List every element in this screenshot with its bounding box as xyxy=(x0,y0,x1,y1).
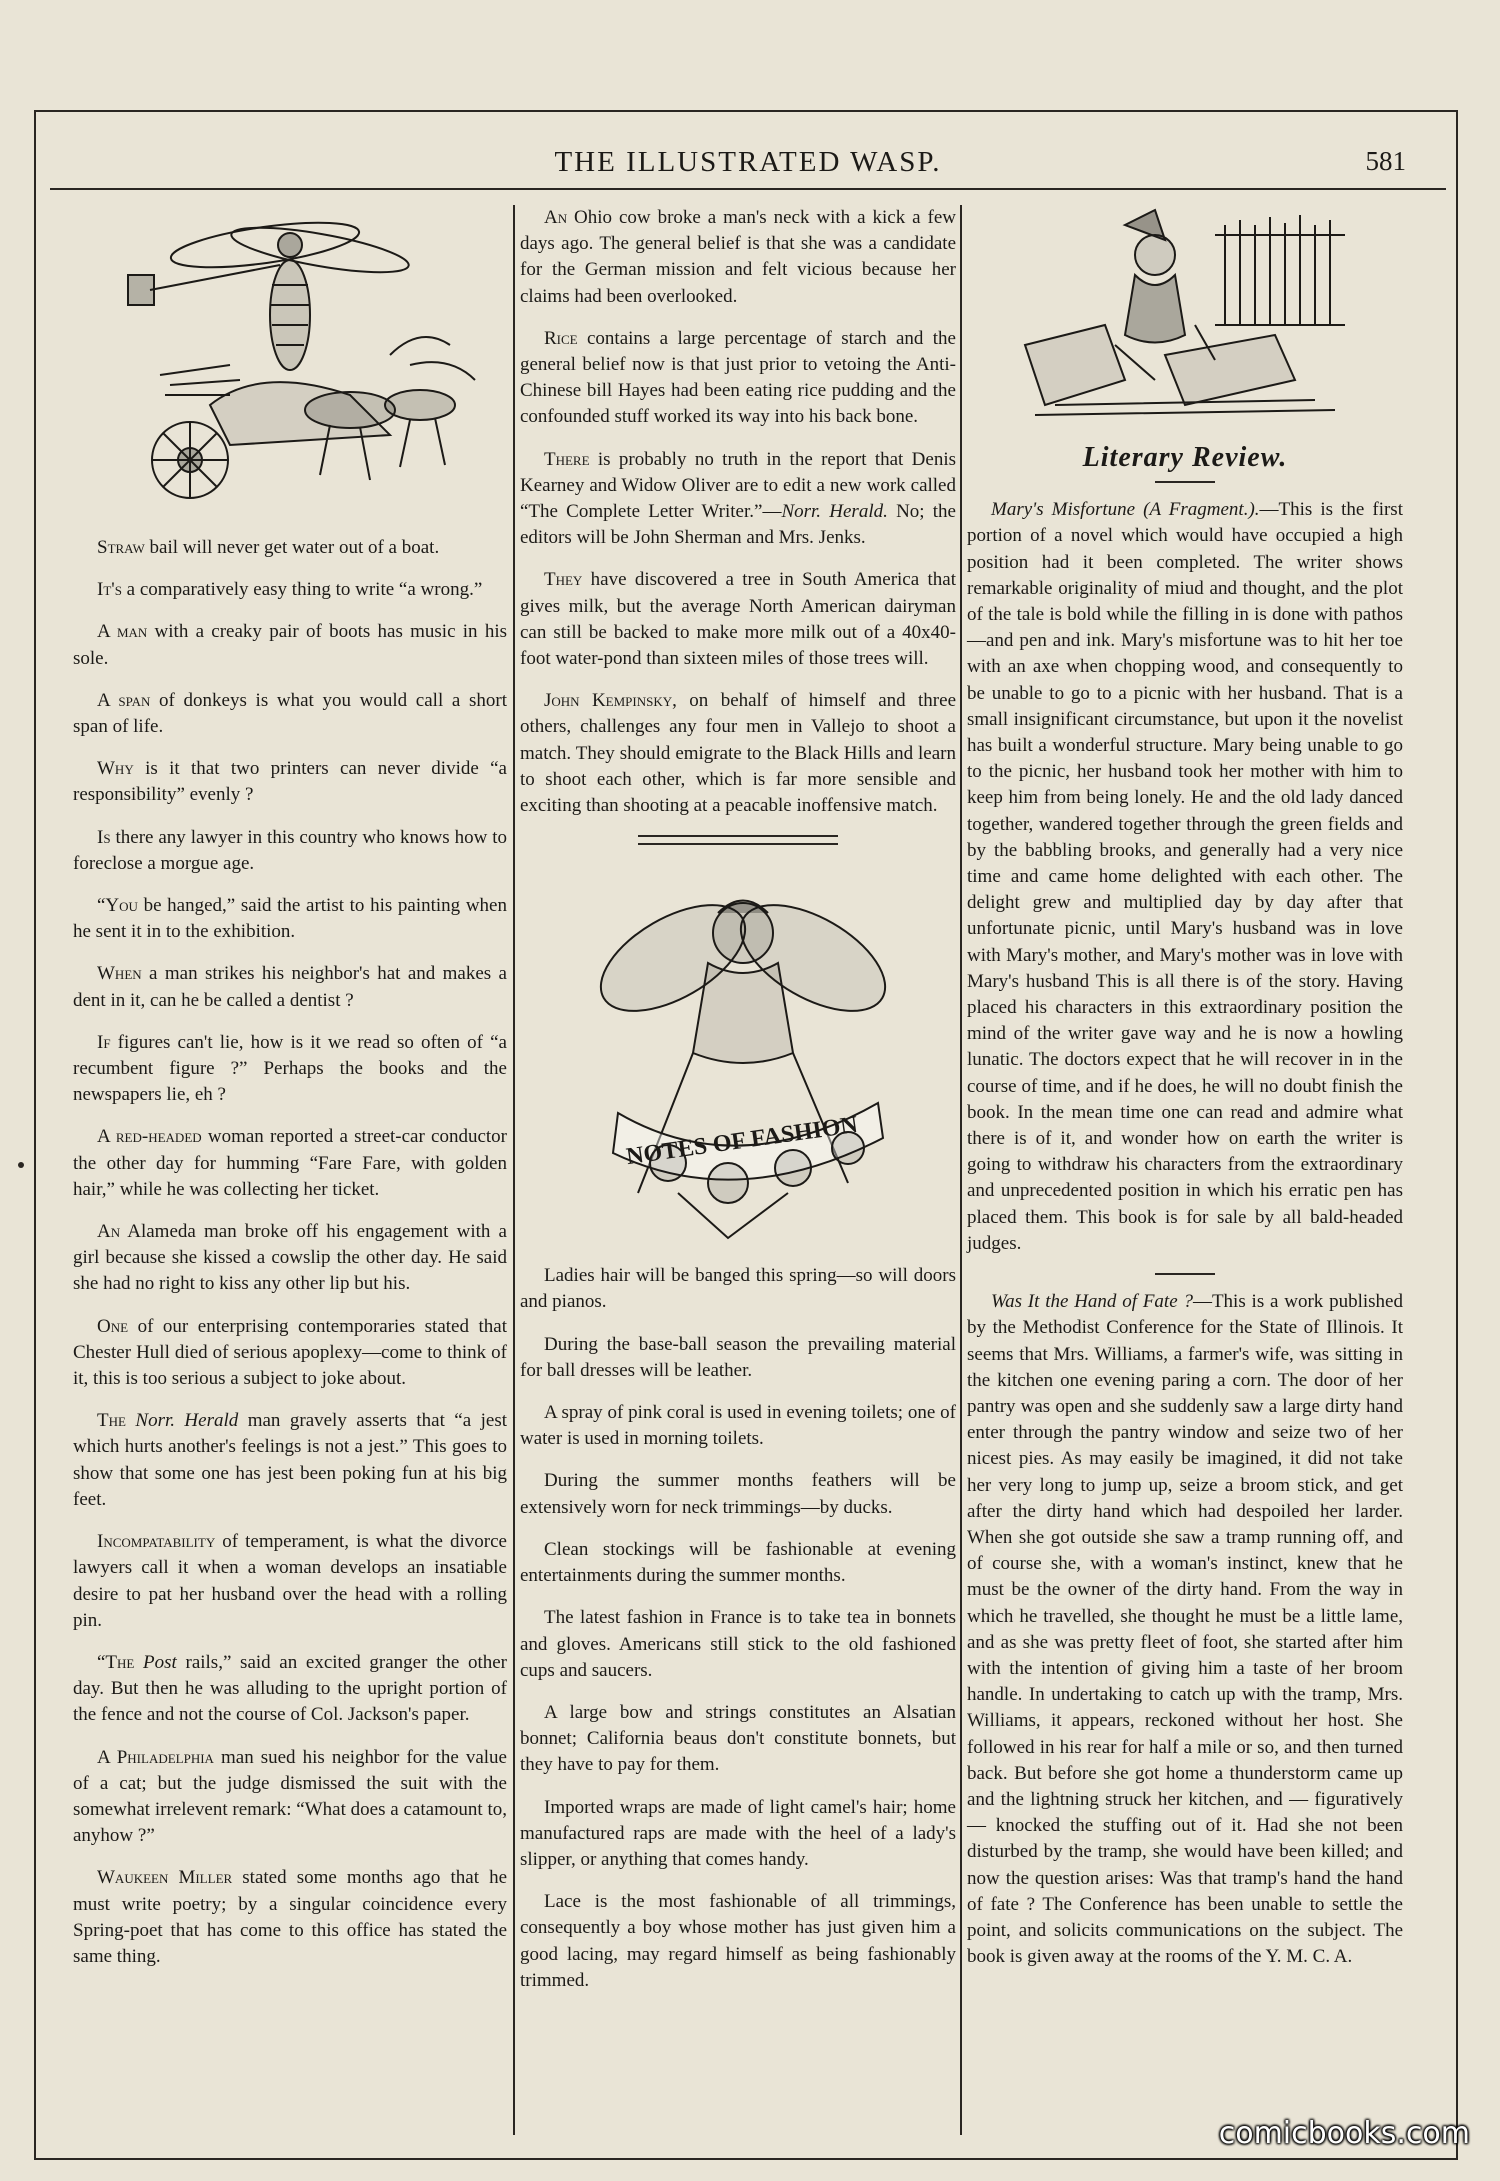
paragraph: If figures can't lie, how is it we read so often of “a recumbent figure ?” Perhaps the books and the newspapers lie, eh ? xyxy=(73,1031,507,1106)
paragraph: An Ohio cow broke a man's neck with a kick a few days ago. The general belief is that she was a candidate for the German mission and felt vicious because her claims had been overlooked. xyxy=(520,207,956,307)
paragraph: Incompatability of temperament, is what the divorce lawyers call it when a woman develops an insatiable desire to pat her husband over the head with a rolling pin. xyxy=(73,1531,507,1631)
paragraph: Ladies hair will be banged this spring—so will doors and pianos. xyxy=(520,1265,956,1313)
paragraph: Was It the Hand of Fate ?—This is a work published by the Methodist Conference for the State of Illinois. It seems that Mrs. Williams, a farmer's wife, was sitting in the kitchen one evening paring a corn. The door of her pantry was open and she suddenly saw a large dirty hand enter through the pantry window and seize two of her nicest pies. As may easily be imagined, it did not take her very long to jump up, seize a broom stick, and get after the dirty hand which had despoiled her larder. When she got outside she saw a tramp running off, and of course she, with a woman's instinct, knew that he must be the owner of the dirty hand. From the way in which he travelled, she thought he must be a little lame, and as she was pretty fleet of foot, she started after him with the intention of giving him a taste of her broom handle. In undertaking to catch up with the tramp, Mrs. Williams, it appears, reckoned without her host. She followed in his rear for half a mile or so, and then turned back. But before she got home a thunderstorm came up and the lightning struck her kitchen, and — figuratively — knocked the stuffing out of it. Had she not been disturbed by the tramp, she would have been killed; and now the question arises: Was that tramp's hand the hand of fate ? The Conference has been unable to settle the point, and solicits communications on the subject. The book is given away at the rooms of the Y. M. C. A. xyxy=(967,1291,1403,1968)
paragraph: A Philadelphia man sued his neighbor for the value of a cat; but the judge dismissed the suit with the somewhat irrelevent remark: “What does a catamount to, anyhow ?” xyxy=(73,1746,507,1847)
section-divider xyxy=(1155,481,1215,483)
gnome-books-illustration xyxy=(1015,205,1355,425)
paragraph: An Alameda man broke off his engagement with a girl because she kissed a cowslip the other day. He said she had no right to kiss any other lip but his. xyxy=(73,1221,507,1295)
masthead: THE ILLUSTRATED WASP. xyxy=(554,146,942,178)
paragraph: A span of donkeys is what you would call a short span of life. xyxy=(73,689,507,738)
review-title: Literary Review. xyxy=(1082,442,1288,473)
paragraph: Imported wraps are made of light camel's hair; home manufactured raps are made with the heel of a lady's slipper, or anything that comes handy. xyxy=(520,1796,956,1870)
paragraph: A spray of pink coral is used in evening toilets; one of water is used in morning toilets. xyxy=(520,1402,956,1450)
paragraph: A man with a creaky pair of boots has music in his sole. xyxy=(73,621,507,669)
column-1 xyxy=(73,205,507,1986)
column-rule xyxy=(513,205,515,2135)
wasp-chariot-illustration xyxy=(90,205,490,515)
fashion-banner: NOTES OF FASHION xyxy=(624,1112,860,1171)
paragraph: “The Post rails,” said an excited granger the other day. But then he was alluding to the upright portion of the fence and not the course of Col. Jackson's paper. xyxy=(73,1651,508,1726)
paragraph: Rice contains a large percentage of starch and the general belief now is that just prior to vetoing the Anti-Chinese bill Hayes had been eating rice pudding and the confounded stuff worked its way into his back bone. xyxy=(520,327,956,428)
paragraph: The Norr. Herald man gravely asserts that “a jest which hurts another's feelings is not a jest.” This goes to show that some one has jest been poking fun at his big feet. xyxy=(73,1410,507,1510)
margin-dot xyxy=(18,1162,24,1168)
paragraph: One of our enterprising contemporaries stated that Chester Hull died of serious apoplexy—come to think of it, this is too serious a subject to joke about. xyxy=(73,1315,507,1390)
paragraph: During the base-ball season the prevailing material for ball dresses will be leather. xyxy=(520,1333,956,1381)
paragraph: A large bow and strings constitutes an Alsatian bonnet; California beaus don't constitute bonnets, but they have to pay for them. xyxy=(520,1701,956,1776)
paragraph: Why is it that two printers can never divide “a responsibility” evenly ? xyxy=(73,758,507,806)
paragraph: Clean stockings will be fashionable at evening entertainments during the summer months. xyxy=(520,1538,956,1587)
fashion-fairy-illustration xyxy=(578,863,898,1243)
column-3 xyxy=(967,205,1403,1986)
column-2 xyxy=(520,205,956,2010)
paragraph: John Kempinsky, on behalf of himself and three others, challenges any four men in Vallejo to shoot a match. They should emigrate to the Black Hills and learn to shoot each other, which is far more sensible and exciting than shooting at a peacable inoffensive match. xyxy=(520,690,956,817)
section-divider xyxy=(1155,1273,1215,1275)
paragraph: It's a comparatively easy thing to write “a wrong.” xyxy=(97,579,483,601)
section-divider xyxy=(638,835,838,845)
paragraph: During the summer months feathers will be extensively worn for neck trimmings—by ducks. xyxy=(520,1470,956,1518)
paragraph: Mary's Misfortune (A Fragment.).—This is the first portion of a novel which would have occupied a high position had it been completed. The writer shows remarkable originality of miud and thought, and the plot of the tale is bold while the filling in is done with pathos—and pen and ink. Mary's misfortune was to hit her toe with an axe when chopping wood, and consequently to be unable to go to a picnic with her husband. That is a small insignificant circumstance, but upon it the novelist has built a wonderful structure. Mary being unable to go to the picnic, her husband took her mother with him to keep him from being lonely. He and the old lady danced together, wandered together through the green fields and by the babbling brooks, and generally had a very nice time and came home delighted with each other. The delight grew and multiplied day by day after that unfortunate picnic, until Mary's husband was in love with Mary's mother, and Mary's mother was in love with Mary's husband This is all there is of the story. Having placed his characters in this extraordinary position the mind of the writer gave way and he is now a howling lunatic. The doctors expect that he will recover in in the course of time, and if he does, he will no doubt finish the book. In the mean time one can read and admire what there is of it, and wonder how on earth the writer is going to withdraw his characters from the extraordinary and unprecedented position in which his erratic pen has placed them. This book is for sale by all bald-headed judges. xyxy=(967,499,1403,1254)
paragraph: Lace is the most fashionable of all trimmings, consequently a boy whose mother has just given him a good lacing, may regard himself as being fashionably trimmed. xyxy=(520,1891,956,1991)
column-rule xyxy=(960,205,962,2135)
paragraph: The latest fashion in France is to take tea in bonnets and gloves. Americans still stick to the old fashioned cups and saucers. xyxy=(520,1607,956,1681)
paragraph: They have discovered a tree in South America that gives milk, but the average North American dairyman can still be backed to make more milk out of a 40x40-foot water-pond than sixteen miles of those trees will. xyxy=(520,569,956,670)
paragraph: A red-headed woman reported a street-car conductor the other day for humming “Fare Fare, with golden hair,” while he was collecting her ticket. xyxy=(73,1126,508,1200)
paragraph: Is there any lawyer in this country who knows how to foreclose a morgue age. xyxy=(73,826,507,874)
page-number: 581 xyxy=(1365,146,1406,176)
paragraph: Straw bail will never get water out of a boat. xyxy=(97,537,440,558)
paragraph: Waukeen Miller stated some months ago that he must write poetry; by a singular coincidence every Spring-poet that has come to this office has stated the same thing. xyxy=(73,1867,507,1967)
paragraph: There is probably no truth in the report that Denis Kearney and Widow Oliver are to edit a new work called “The Complete Letter Writer.”—Norr. Herald. No; the editors will be John Sherman and Mrs. Jenks. xyxy=(520,448,956,549)
paragraph: “You be hanged,” said the artist to his painting when he sent it in to the exhibition. xyxy=(73,895,507,943)
watermark: comicbooks.com xyxy=(1218,2116,1470,2151)
page-header xyxy=(50,118,1446,190)
paragraph: When a man strikes his neighbor's hat and makes a dent in it, can he be called a dentist ? xyxy=(73,963,507,1011)
